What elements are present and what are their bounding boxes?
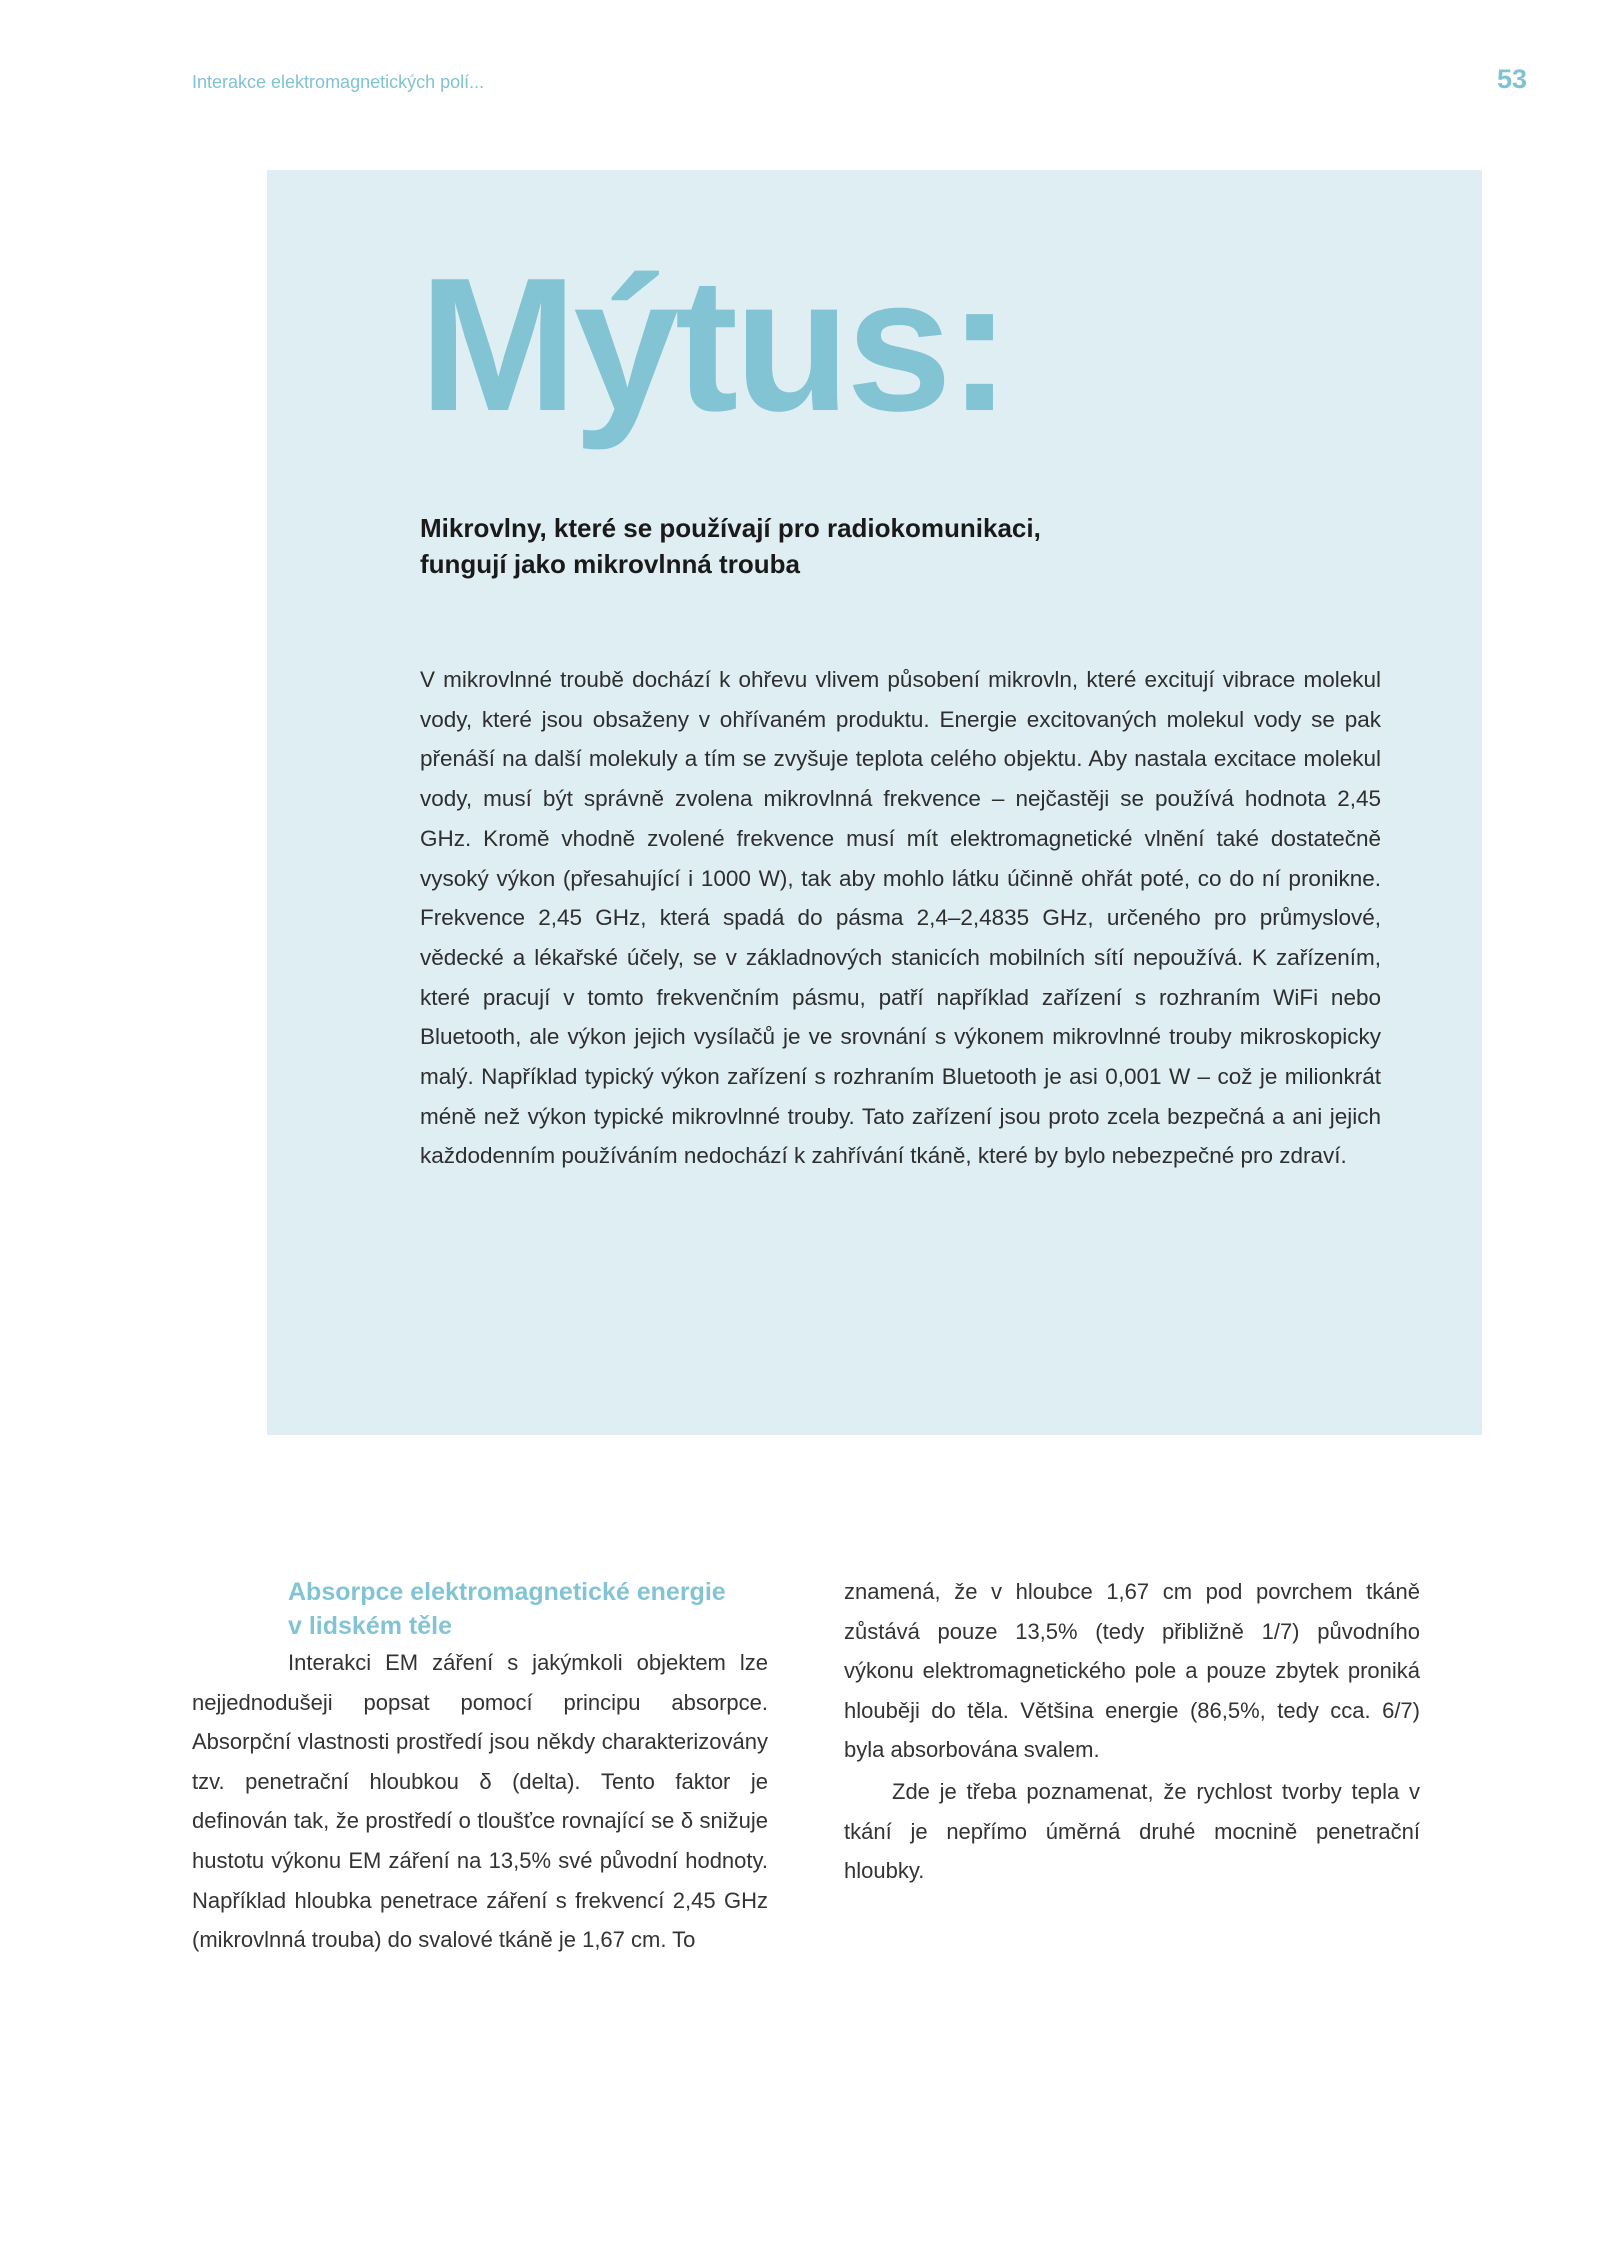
myth-box [267, 170, 1482, 1435]
myth-body-paragraph: V mikrovlnné troubě dochází k ohřevu vlivem působení mikrovln, které excitují vibrace molekul vody, které jsou obsaženy v ohřívaném produktu. Energie excitovaných molekul vody se pak přenáší na další molekuly a tím se zvyšuje teplota celého objektu. Aby nastala excitace molekul vody, musí být správně zvolena mikrovlnná frekvence – nejčastěji se používá hodnota 2,45 GHz. Kromě vhodně zvolené frekvence musí mít elektromagnetické vlnění také dostatečně vysoký výkon (přesahující i 1000 W), tak aby mohlo látku účinně ohřát poté, co do ní pronikne. Frekvence 2,45 GHz, která spadá do pásma 2,4–2,4835 GHz, určeného pro průmyslové, vědecké a lékařské účely, se v základnových stanicích mobilních sítí nepoužívá. K zařízením, které pracují v tomto frekvenčním pásmu, patří například zařízení s rozhraním WiFi nebo Bluetooth, ale výkon jejich vysílačů je ve srovnání s výkonem mikrovlnné trouby mikroskopicky malý. Například typický výkon zařízení s rozhraním Bluetooth je asi 0,001 W – což je milionkrát méně než výkon typické mikrovlnné trouby. Tato zařízení jsou proto zcela bezpečná a ani jejich každodenním používáním nedochází k zahřívání tkáně, které by bylo nebezpečné pro zdraví. [420, 667, 1381, 1169]
myth-subtitle-line-2: fungují jako mikrovlnná trouba [420, 549, 800, 579]
myth-heading: Mýtus: [419, 239, 1008, 451]
right-column [844, 1572, 1420, 1891]
myth-subtitle-line-1: Mikrovlny, které se používají pro radiokomunikaci, [420, 513, 1041, 543]
section-heading-line-1: Absorpce elektromagnetické energie [288, 1578, 726, 1606]
running-title: Interakce elektromagnetických polí... [192, 72, 485, 92]
page-number: 53 [1496, 64, 1527, 94]
right-column-paragraph-1: znamená, že v hloubce 1,67 cm pod povrchem tkáně zůstává pouze 13,5% (tedy přibližně 1/7) původního výkonu elektromagnetického pole a pouze zbytek proniká hlouběji do těla. Většina energie (86,5%, tedy cca. 6/7) byla absorbována svalem. [844, 1579, 1420, 1763]
right-column-paragraph-2: Zde je třeba poznamenat, že rychlost tvorby tepla v tkání je nepřímo úměrná druhé mocnině penetrační hloubky. [844, 1778, 1420, 1884]
myth-subtitle [420, 510, 1180, 582]
left-column-paragraph: Interakci EM záření s jakýmkoli objektem lze nejjednodušeji popsat pomocí principu absorpce. Absorpční vlastnosti prostředí jsou někdy charakterizovány tzv. penetrační hloubkou δ (delta). Tento faktor je definován tak, že prostředí o tloušťce rovnající se δ snižuje hustotu výkonu EM záření na 13,5% své původní hodnoty. Například hloubka penetrace záření s frekvencí 2,45 GHz (mikrovlnná trouba) do svalové tkáně je 1,67 cm. To [192, 1650, 768, 1953]
section-heading [288, 1575, 768, 1643]
left-column [192, 1575, 768, 1960]
section-heading-line-2: v lidském těle [288, 1612, 452, 1640]
